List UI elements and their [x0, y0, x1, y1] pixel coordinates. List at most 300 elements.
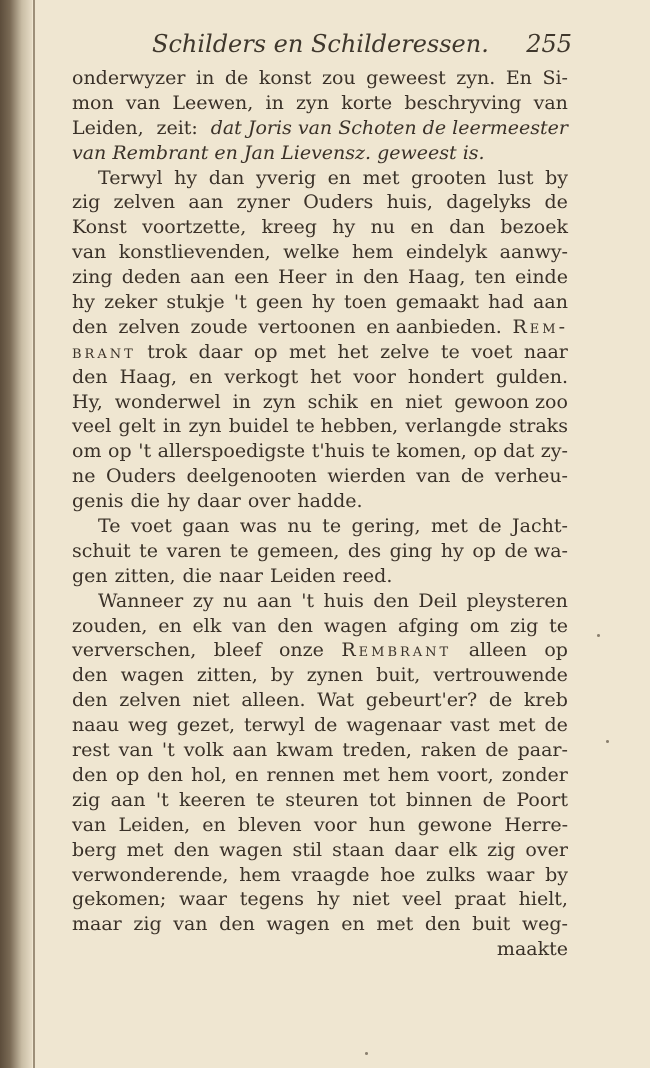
- word: gen: [72, 564, 108, 587]
- word: den: [173, 838, 210, 861]
- word: met: [342, 763, 380, 786]
- word: varen: [166, 539, 222, 562]
- word: de: [313, 714, 338, 737]
- word: Jacht-: [512, 515, 568, 538]
- word: lust: [497, 166, 534, 189]
- word: Herre-: [504, 813, 568, 836]
- word: den: [219, 913, 255, 936]
- word: gaan: [182, 515, 230, 538]
- word: de: [544, 714, 568, 737]
- word: van: [72, 813, 107, 836]
- word: den: [72, 365, 108, 388]
- word: die: [182, 564, 213, 587]
- word: zeker: [104, 291, 158, 314]
- word: zyn: [188, 415, 222, 438]
- word: gezet,: [176, 714, 236, 737]
- word: te: [549, 614, 568, 637]
- word: hem: [351, 241, 394, 264]
- word: genis: [72, 490, 124, 513]
- word: veel: [72, 415, 112, 438]
- text-line: [72, 66, 568, 91]
- word: om: [72, 440, 102, 463]
- word: zulks: [425, 863, 476, 886]
- word: de: [485, 739, 509, 762]
- word: het: [310, 365, 342, 388]
- word: hun: [368, 813, 406, 836]
- text-line: [72, 215, 568, 240]
- word: buit,: [376, 664, 421, 687]
- text-line: [72, 539, 568, 564]
- word: van: [533, 91, 568, 114]
- word: dat Joris van Schoten de leermeester: [210, 116, 568, 139]
- word: konst: [258, 67, 312, 89]
- word: op: [108, 440, 132, 463]
- text-line: [72, 315, 568, 340]
- word: vraagde: [291, 863, 370, 886]
- text-line: [72, 614, 568, 639]
- word: den: [277, 614, 313, 637]
- text-line: [72, 688, 568, 713]
- word: voor: [313, 813, 357, 836]
- word: kwam: [276, 739, 334, 762]
- word: verkogt: [224, 365, 299, 388]
- text-line: [72, 464, 568, 489]
- paper-speck: [597, 634, 600, 637]
- word: bleef: [213, 639, 262, 662]
- word: gering,: [351, 515, 421, 538]
- word: hol,: [191, 763, 227, 786]
- word: zitten,: [114, 564, 176, 587]
- word: steuren: [285, 788, 359, 811]
- word: zeit:: [156, 116, 198, 139]
- word: te komen,: [371, 440, 467, 463]
- word: den: [72, 689, 108, 712]
- word: voort,: [437, 763, 494, 786]
- word: staan: [332, 838, 385, 861]
- word: en: [188, 365, 213, 388]
- text-line: [72, 589, 568, 614]
- word: wagen: [266, 913, 330, 936]
- word: met: [376, 913, 414, 936]
- word: dagelyks: [446, 191, 532, 214]
- text-line: [72, 514, 568, 539]
- word: korte: [341, 91, 393, 114]
- text-line: [72, 663, 568, 688]
- word: vast: [450, 714, 490, 737]
- word: voortzette,: [142, 216, 247, 239]
- word: te hebben,: [295, 415, 399, 438]
- word: aan: [110, 788, 146, 811]
- word: 't: [161, 739, 175, 762]
- word: zouden,: [72, 614, 148, 637]
- word: zou: [321, 67, 356, 89]
- word: ververschen,: [72, 639, 197, 662]
- word: hy: [72, 291, 95, 314]
- word: zoude: [190, 315, 248, 338]
- word: Poort: [516, 788, 568, 811]
- word: alleen.: [241, 689, 306, 712]
- word: de: [488, 689, 513, 712]
- word: en: [327, 166, 352, 189]
- word: zelve: [380, 340, 430, 363]
- word: den: [72, 664, 108, 687]
- word: geweest: [366, 67, 446, 89]
- text-line: [72, 365, 568, 390]
- word: zonder: [501, 763, 568, 786]
- word: niet: [405, 390, 443, 413]
- word: den: [72, 315, 108, 338]
- word: naau: [72, 714, 120, 737]
- word: straks: [508, 415, 568, 438]
- word: 't: [155, 788, 169, 811]
- word: brant: [72, 340, 136, 363]
- page-header: [152, 30, 572, 62]
- text-line: [72, 439, 568, 464]
- word: hy: [332, 216, 356, 239]
- word: in: [335, 266, 354, 289]
- word: hy: [440, 539, 464, 562]
- word: praat: [454, 888, 506, 911]
- word: Ouders: [105, 465, 177, 488]
- word: op: [115, 763, 140, 786]
- word: paar-: [517, 739, 568, 762]
- word: zelven: [118, 315, 180, 338]
- word: ging: [389, 539, 433, 562]
- word: maar: [72, 913, 122, 936]
- word: rest: [72, 739, 110, 762]
- text-line: [72, 738, 568, 763]
- word: zing: [72, 266, 113, 289]
- text-line: [72, 414, 568, 439]
- text-line: [72, 116, 568, 141]
- word: van: [72, 241, 107, 264]
- text-line: [72, 91, 568, 116]
- word: aanwy-: [499, 241, 568, 264]
- word: met: [126, 838, 164, 861]
- word: stil: [292, 838, 323, 861]
- word: En: [505, 67, 532, 89]
- word: Rem-: [512, 315, 568, 338]
- word: Leiden: [270, 564, 336, 587]
- word: einde: [515, 266, 568, 289]
- word: wierden: [327, 465, 406, 488]
- word: voet: [130, 515, 172, 538]
- word: naar: [523, 340, 568, 363]
- word: Deil: [418, 589, 458, 612]
- word: geen: [255, 291, 303, 314]
- word: met: [498, 714, 536, 737]
- body-text: [72, 66, 568, 962]
- word: en: [369, 390, 394, 413]
- text-line: [72, 240, 568, 265]
- word: trok: [147, 340, 187, 363]
- word: by: [545, 863, 568, 886]
- word: Hy,: [72, 390, 103, 413]
- word: gemaakt: [395, 291, 479, 314]
- text-line: [72, 265, 568, 290]
- word: konstlievenden,: [118, 241, 271, 264]
- word: Rembrant: [341, 639, 452, 662]
- word: hy: [316, 888, 340, 911]
- word: welke: [283, 241, 340, 264]
- word: zig: [72, 788, 101, 811]
- word: wagen: [120, 664, 184, 687]
- word: buidel: [228, 415, 289, 438]
- word: beschryving: [404, 91, 522, 114]
- word: gulden.: [495, 365, 568, 388]
- word: binnen: [406, 788, 473, 811]
- word: verwonderende,: [72, 863, 229, 886]
- word: gelt: [118, 415, 156, 438]
- text-line: [72, 390, 568, 415]
- word: zyn: [296, 91, 330, 114]
- word: gemeen,: [257, 539, 340, 562]
- word: zy: [192, 589, 214, 612]
- word: bleven: [237, 813, 302, 836]
- word: den: [373, 589, 409, 612]
- word: treden,: [342, 739, 412, 762]
- word: des: [347, 539, 382, 562]
- word: gebeurt'er?: [365, 689, 478, 712]
- word: hielt,: [518, 888, 568, 911]
- word: te: [255, 788, 275, 811]
- word: waar: [486, 863, 535, 886]
- word: pleysteren: [466, 589, 568, 612]
- text-line: [72, 937, 568, 962]
- text-line: [72, 141, 568, 166]
- word: eindelyk: [405, 241, 488, 264]
- word: de: [460, 465, 485, 488]
- word: Leiden,: [118, 813, 191, 836]
- word: van: [125, 91, 161, 114]
- word: te: [229, 539, 249, 562]
- word: zitten,: [196, 664, 258, 687]
- word: naar: [219, 564, 264, 587]
- word: in: [232, 390, 251, 413]
- word: de: [478, 515, 502, 538]
- word: huis: [323, 589, 364, 612]
- word: nu: [370, 216, 396, 239]
- text-line: [72, 838, 568, 863]
- word: Konst: [72, 216, 127, 239]
- word: raken: [420, 739, 477, 762]
- word: zelven: [113, 191, 176, 214]
- word: die: [130, 490, 160, 513]
- word: Haag,: [407, 266, 466, 289]
- word: hy: [311, 291, 335, 314]
- word: vertrouwende: [433, 664, 568, 687]
- word: zyner: [236, 191, 290, 214]
- word: niet: [192, 689, 230, 712]
- word: aan: [533, 291, 568, 314]
- word: daar: [394, 838, 439, 861]
- word: te: [440, 340, 460, 363]
- word: Leiden,: [72, 116, 144, 139]
- word: daar: [196, 490, 241, 513]
- word: wagen: [323, 614, 388, 637]
- word: wonderwel: [114, 390, 221, 413]
- word: hadde.: [297, 490, 363, 513]
- word: wagen: [219, 838, 283, 861]
- word: op dat: [473, 440, 535, 463]
- word: 't: [301, 589, 315, 612]
- word: buit: [472, 913, 511, 936]
- word: verheu-: [494, 465, 568, 488]
- word: hoe: [380, 863, 416, 886]
- word: Haag,: [119, 365, 178, 388]
- word: de: [482, 788, 507, 811]
- word: zig: [72, 191, 101, 214]
- text-line: [72, 564, 568, 589]
- word: en: [158, 614, 182, 637]
- word: zig: [510, 614, 539, 637]
- word: deelgenooten: [186, 465, 317, 488]
- word: over: [247, 490, 291, 513]
- word: den: [363, 266, 399, 289]
- word: hem: [239, 863, 281, 886]
- word: nu: [222, 589, 248, 612]
- word: den: [424, 913, 461, 936]
- word: afging: [397, 614, 459, 637]
- word: de: [544, 191, 568, 214]
- word: rennen: [266, 763, 335, 786]
- word: en: [202, 813, 226, 836]
- word: by: [545, 166, 568, 189]
- word: 't: [138, 440, 152, 463]
- word: deden: [121, 266, 181, 289]
- word: hy: [174, 166, 198, 189]
- word: daar: [198, 340, 243, 363]
- word: Ouders: [303, 191, 374, 214]
- word: tegens: [239, 888, 304, 911]
- word: by: [270, 664, 294, 687]
- word: nu: [287, 515, 312, 538]
- word: weg-: [521, 913, 568, 936]
- word: reed.: [342, 564, 393, 587]
- word: dan: [208, 166, 245, 189]
- word: t'huis: [311, 440, 365, 463]
- word: op: [253, 340, 278, 363]
- word: zig: [133, 913, 162, 936]
- word: schuit: [72, 539, 131, 562]
- word: zy-: [540, 440, 568, 463]
- text-line: [72, 166, 568, 191]
- word: met: [362, 166, 400, 189]
- word: en aanbieden.: [366, 315, 502, 338]
- word: Wanneer: [98, 589, 184, 612]
- word: met: [289, 340, 326, 363]
- word: een: [234, 266, 269, 289]
- word: had: [488, 291, 524, 314]
- word: bezoek: [500, 216, 568, 239]
- word: berg: [72, 838, 117, 861]
- text-line: [72, 290, 568, 315]
- word: in: [162, 415, 182, 438]
- word: Si-: [542, 67, 568, 89]
- gutter-edge: [33, 0, 35, 1068]
- word: stukje: [166, 291, 225, 314]
- text-line: [72, 813, 568, 838]
- word: alleen: [468, 639, 527, 662]
- word: toen: [344, 291, 387, 314]
- word: Wat: [317, 689, 355, 712]
- text-line: [72, 190, 568, 215]
- word: mon: [72, 91, 114, 114]
- word: kreb: [523, 689, 568, 712]
- word: over: [525, 838, 568, 861]
- word: zyn.: [456, 67, 496, 89]
- word: was: [239, 515, 278, 538]
- word: aan: [190, 266, 225, 289]
- word: hy: [166, 490, 190, 513]
- word: kreeg: [261, 216, 317, 239]
- word: verlangde: [405, 415, 502, 438]
- word: grooten: [411, 166, 487, 189]
- word: voet: [471, 340, 513, 363]
- word: onze: [278, 639, 324, 662]
- word: gewoon zoo: [454, 390, 568, 413]
- word: in: [265, 91, 284, 114]
- word: Terwyl: [98, 166, 163, 189]
- page-number: 255: [526, 30, 572, 58]
- word: gewone: [417, 813, 493, 836]
- word: op: [544, 639, 568, 662]
- word: niet: [352, 888, 390, 911]
- word: Leewen,: [172, 91, 254, 114]
- word: tot: [368, 788, 396, 811]
- word: elk: [448, 838, 478, 861]
- word: om: [469, 614, 500, 637]
- text-line: [72, 763, 568, 788]
- word: dan: [449, 216, 485, 239]
- word: waar: [178, 888, 227, 911]
- word: elk: [192, 614, 222, 637]
- word: aan: [232, 739, 268, 762]
- word: maakte: [496, 938, 568, 961]
- word: zynen: [306, 664, 364, 687]
- book-gutter: [0, 0, 32, 1068]
- running-title: Schilders en Schilderessen.: [152, 30, 489, 58]
- text-line: [72, 912, 568, 937]
- word: van: [173, 913, 208, 936]
- word: de: [224, 67, 249, 89]
- text-line: [72, 340, 568, 365]
- text-line: [72, 638, 568, 663]
- paper-speck: [365, 1052, 368, 1055]
- word: zelven: [119, 689, 181, 712]
- word: yverig: [255, 166, 317, 189]
- word: van: [232, 614, 267, 637]
- word: terwyl: [243, 714, 306, 737]
- word: te: [322, 515, 342, 538]
- word: schik: [307, 390, 358, 413]
- word: en: [410, 216, 434, 239]
- word: vertoonen: [258, 315, 356, 338]
- word: wagenaar: [346, 714, 442, 737]
- word: zyn: [262, 390, 296, 413]
- word: in: [196, 67, 215, 89]
- word: ne: [72, 465, 96, 488]
- paper-speck: [606, 740, 609, 743]
- word: voor: [353, 365, 396, 388]
- word: ten: [474, 266, 506, 289]
- text-line: [72, 863, 568, 888]
- word: Te: [98, 515, 121, 538]
- text-line: [72, 489, 568, 514]
- word: de wa-: [504, 539, 568, 562]
- word: op: [472, 539, 496, 562]
- word: en: [234, 763, 259, 786]
